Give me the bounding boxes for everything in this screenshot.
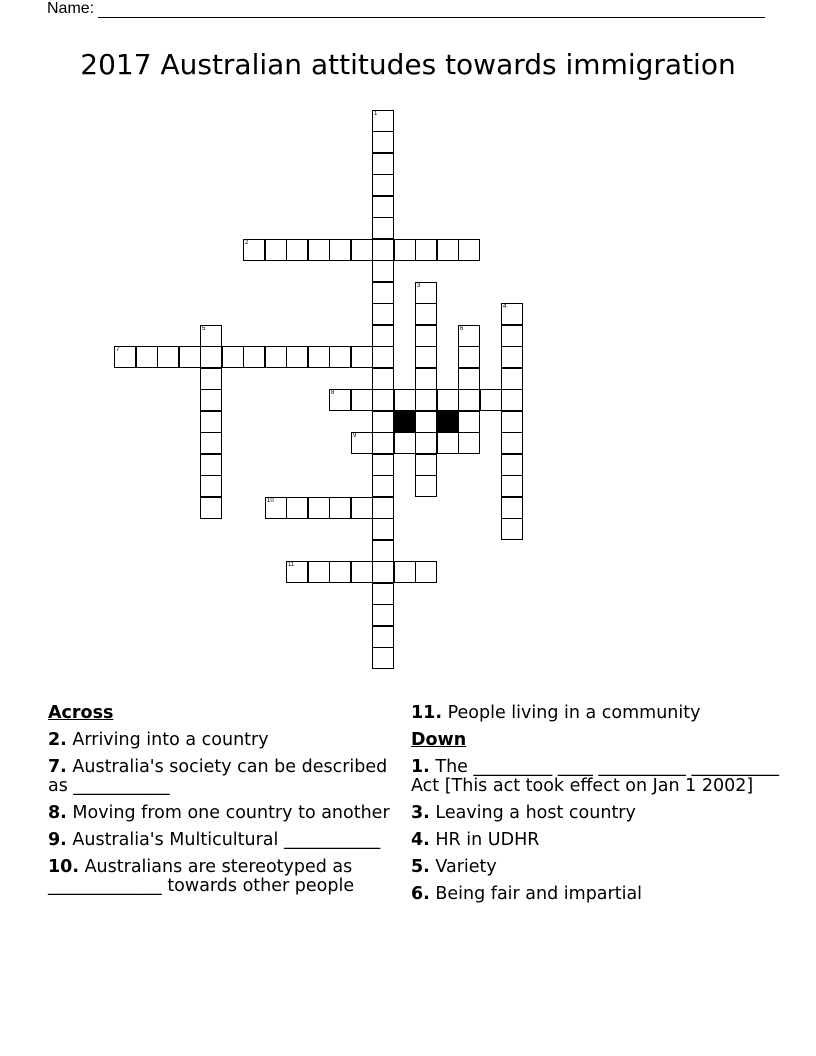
grid-cell[interactable] [329, 346, 351, 368]
clue-across-9: 9. Australia's Multicultural ___________ [48, 830, 381, 850]
grid-cell[interactable] [372, 389, 394, 411]
grid-cell[interactable] [458, 325, 480, 347]
grid-cell[interactable] [415, 346, 437, 368]
grid-cell[interactable] [372, 647, 394, 669]
grid-cell[interactable] [501, 475, 523, 497]
grid-cell[interactable] [372, 497, 394, 519]
grid-cell[interactable] [415, 475, 437, 497]
grid-cell[interactable] [351, 389, 373, 411]
page-title: 2017 Australian attitudes towards immigration [80, 48, 736, 81]
grid-cell[interactable] [372, 583, 394, 605]
grid-cell[interactable] [286, 239, 308, 261]
grid-cell[interactable] [372, 454, 394, 476]
clue-down-3: 3. Leaving a host country [411, 803, 636, 823]
grid-cell[interactable] [372, 260, 394, 282]
cell-number: 5 [202, 326, 206, 332]
grid-cell[interactable] [372, 346, 394, 368]
grid-cell[interactable] [372, 561, 394, 583]
grid-cell[interactable] [265, 239, 287, 261]
grid-cell[interactable] [200, 432, 222, 454]
cell-number: 7 [116, 347, 120, 353]
grid-cell[interactable] [329, 561, 351, 583]
grid-cell[interactable] [372, 282, 394, 304]
grid-cell[interactable] [222, 346, 244, 368]
grid-cell[interactable] [351, 497, 373, 519]
grid-cell[interactable] [372, 540, 394, 562]
grid-cell[interactable] [458, 239, 480, 261]
clue-down-5: 5. Variety [411, 857, 497, 877]
grid-cell[interactable] [308, 497, 330, 519]
grid-cell[interactable] [437, 389, 459, 411]
cell-number: 8 [331, 390, 335, 396]
grid-cell[interactable] [458, 432, 480, 454]
cell-number: 6 [460, 326, 464, 332]
grid-cell[interactable] [394, 432, 416, 454]
grid-cell[interactable] [415, 561, 437, 583]
clue-across-10: 10. Australians are stereotyped as _____________ towards other people [48, 857, 355, 896]
across-heading: Across [48, 703, 114, 723]
grid-cell[interactable] [372, 196, 394, 218]
grid-cell[interactable] [501, 346, 523, 368]
cell-number: 2 [245, 240, 249, 246]
clue-across-2: 2. Arriving into a country [48, 730, 269, 750]
grid-cell[interactable] [329, 239, 351, 261]
clue-down-4: 4. HR in UDHR [411, 830, 540, 850]
grid-cell[interactable] [329, 497, 351, 519]
grid-cell[interactable] [501, 497, 523, 519]
grid-cell[interactable] [501, 389, 523, 411]
grid-cell[interactable] [308, 561, 330, 583]
grid-cell[interactable] [372, 303, 394, 325]
grid-cell[interactable] [372, 475, 394, 497]
grid-cell[interactable] [501, 454, 523, 476]
grid-cell[interactable] [372, 604, 394, 626]
black-cell [394, 411, 416, 433]
grid-cell[interactable] [372, 626, 394, 648]
grid-cell[interactable] [372, 110, 394, 132]
black-cell [437, 411, 459, 433]
grid-cell[interactable] [200, 389, 222, 411]
cell-number: 4 [503, 304, 507, 310]
clue-across-7: 7. Australia's society can be described as ___________ [48, 757, 388, 796]
grid-cell[interactable] [458, 411, 480, 433]
grid-cell[interactable] [265, 346, 287, 368]
grid-cell[interactable] [501, 368, 523, 390]
clue-down-1: 1. The _________ ____ __________ __________ Act [This act took effect on Jan 1 2002] [411, 757, 779, 796]
grid-cell[interactable] [157, 346, 179, 368]
cell-number: 1 [374, 111, 378, 117]
grid-cell[interactable] [200, 368, 222, 390]
grid-cell[interactable] [415, 389, 437, 411]
name-label: Name: [47, 0, 95, 17]
grid-cell[interactable] [351, 432, 373, 454]
cell-number: 9 [353, 433, 357, 439]
grid-cell[interactable] [372, 432, 394, 454]
grid-cell[interactable] [372, 325, 394, 347]
grid-cell[interactable] [351, 561, 373, 583]
grid-cell[interactable] [501, 432, 523, 454]
grid-cell[interactable] [372, 217, 394, 239]
grid-cell[interactable] [265, 497, 287, 519]
grid-cell[interactable] [200, 454, 222, 476]
grid-cell[interactable] [501, 518, 523, 540]
grid-cell[interactable] [372, 174, 394, 196]
grid-cell[interactable] [501, 411, 523, 433]
grid-cell[interactable] [394, 561, 416, 583]
clue-across-11: 11. People living in a community [411, 703, 701, 723]
grid-cell[interactable] [501, 303, 523, 325]
grid-cell[interactable] [437, 432, 459, 454]
grid-cell[interactable] [394, 389, 416, 411]
grid-cell[interactable] [243, 239, 265, 261]
cell-number: 10 [267, 498, 274, 504]
grid-cell[interactable] [372, 239, 394, 261]
grid-cell[interactable] [372, 153, 394, 175]
grid-cell[interactable] [415, 325, 437, 347]
grid-cell[interactable] [286, 346, 308, 368]
grid-cell[interactable] [329, 389, 351, 411]
clue-down-6: 6. Being fair and impartial [411, 884, 643, 904]
grid-cell[interactable] [394, 239, 416, 261]
grid-cell[interactable] [200, 325, 222, 347]
grid-cell[interactable] [286, 561, 308, 583]
grid-cell[interactable] [415, 239, 437, 261]
grid-cell[interactable] [501, 325, 523, 347]
grid-cell[interactable] [308, 239, 330, 261]
grid-cell[interactable] [200, 346, 222, 368]
grid-cell[interactable] [351, 239, 373, 261]
grid-cell[interactable] [308, 346, 330, 368]
grid-cell[interactable] [437, 239, 459, 261]
grid-cell[interactable] [200, 411, 222, 433]
grid-cell[interactable] [458, 346, 480, 368]
grid-cell[interactable] [458, 368, 480, 390]
grid-cell[interactable] [415, 411, 437, 433]
grid-cell[interactable] [200, 497, 222, 519]
grid-cell[interactable] [458, 389, 480, 411]
grid-cell[interactable] [372, 518, 394, 540]
grid-cell[interactable] [415, 282, 437, 304]
grid-cell[interactable] [179, 346, 201, 368]
grid-cell[interactable] [286, 497, 308, 519]
grid-cell[interactable] [480, 389, 502, 411]
grid-cell[interactable] [415, 454, 437, 476]
grid-cell[interactable] [415, 303, 437, 325]
down-heading: Down [411, 730, 467, 750]
grid-cell[interactable] [372, 131, 394, 153]
clues-left-column [48, 704, 403, 904]
grid-cell[interactable] [243, 346, 265, 368]
grid-cell[interactable] [114, 346, 136, 368]
cell-number: 3 [417, 283, 421, 289]
grid-cell[interactable] [372, 411, 394, 433]
grid-cell[interactable] [415, 432, 437, 454]
grid-cell[interactable] [200, 475, 222, 497]
clues-right-column [411, 704, 781, 912]
grid-cell[interactable] [415, 368, 437, 390]
grid-cell[interactable] [136, 346, 158, 368]
cell-number: 11 [288, 562, 295, 568]
clue-across-8: 8. Moving from one country to another [48, 803, 390, 823]
grid-cell[interactable] [372, 368, 394, 390]
grid-cell[interactable] [351, 346, 373, 368]
